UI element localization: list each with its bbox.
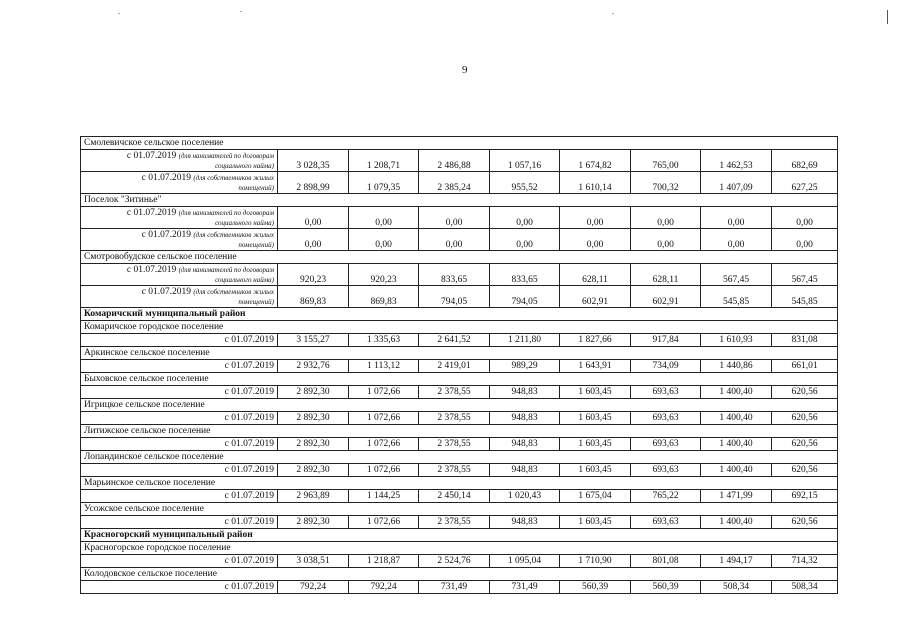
row-label: с 01.07.2019 [81,334,278,347]
table-cell: 1 400,40 [701,412,772,425]
settlement-name: Смолевичское сельское поселение [81,137,838,150]
table-cell: 628,11 [560,264,631,286]
table-cell: 620,56 [772,516,838,529]
settlement-header-row [81,503,838,516]
table-cell: 765,22 [631,490,701,503]
table-cell: 731,49 [490,581,560,594]
settlement-name: Усожское сельское поселение [81,503,838,516]
settlement-name: Красногорское городское поселение [81,542,838,555]
table-cell: 948,83 [490,438,560,451]
settlement-name: Марьинское сельское поселение [81,477,838,490]
table-cell: 567,45 [772,264,838,286]
table-cell: 693,63 [631,464,701,477]
row-label [81,172,278,194]
table-cell: 0,00 [701,229,772,251]
table-row [81,438,838,451]
table-cell: 869,83 [278,286,349,308]
settlement-name: Смотровобудское сельское поселение [81,251,838,264]
table-cell: 700,32 [631,172,701,194]
table-row [81,286,838,308]
table-row [81,172,838,194]
table-cell: 620,56 [772,464,838,477]
table-cell: 0,00 [701,207,772,229]
table-cell: 1 643,91 [560,360,631,373]
table-cell: 0,00 [631,207,701,229]
settlement-header-row [81,542,838,555]
row-note: (для собственников жилых [193,287,274,296]
settlement-header-row [81,425,838,438]
table-cell: 1 400,40 [701,464,772,477]
table-cell: 1 603,45 [560,412,631,425]
table-cell: 627,25 [772,172,838,194]
table-cell: 2 419,01 [419,360,490,373]
table-cell: 1 603,45 [560,438,631,451]
row-label [81,150,278,172]
row-date: с 01.07.2019 [141,229,191,240]
table-cell: 948,83 [490,386,560,399]
table-row [81,334,838,347]
district-name: Комаричский муниципальный район [81,308,838,321]
table-cell: 948,83 [490,516,560,529]
table-cell: 831,08 [772,334,838,347]
table-cell: 0,00 [490,207,560,229]
settlement-name: Поселок "Зитинье" [81,194,838,207]
table-cell: 1 335,63 [349,334,419,347]
settlement-header-row [81,477,838,490]
table-cell: 661,01 [772,360,838,373]
row-label: с 01.07.2019 [81,412,278,425]
table-cell: 2 378,55 [419,386,490,399]
table-cell: 794,05 [490,286,560,308]
row-note: помещений) [238,240,274,249]
row-label: с 01.07.2019 [81,581,278,594]
row-date: с 01.07.2019 [141,286,191,297]
table-cell: 920,23 [349,264,419,286]
table-cell: 2 641,52 [419,334,490,347]
district-header-row [81,308,838,321]
tariff-table [80,136,838,594]
settlement-header-row [81,321,838,334]
table-cell: 620,56 [772,386,838,399]
table-cell: 0,00 [772,207,838,229]
table-cell: 545,85 [772,286,838,308]
table-cell: 2 892,30 [278,516,349,529]
table-cell: 989,29 [490,360,560,373]
table-row [81,229,838,251]
table-cell: 1 603,45 [560,516,631,529]
table-cell: 1 072,66 [349,438,419,451]
settlement-name: Игрицкое сельское поселение [81,399,838,412]
row-label: с 01.07.2019 [81,438,278,451]
row-label: с 01.07.2019 [81,490,278,503]
table-cell: 2 378,55 [419,464,490,477]
table-cell: 1 400,40 [701,386,772,399]
table-cell: 1 471,99 [701,490,772,503]
table-cell: 1 020,43 [490,490,560,503]
table-cell: 2 963,89 [278,490,349,503]
table-cell: 682,69 [772,150,838,172]
row-note: помещений) [238,297,274,306]
row-note: (для собственников жилых [193,230,274,239]
table-cell: 1 400,40 [701,516,772,529]
table-cell: 0,00 [419,207,490,229]
table-cell: 1 400,40 [701,438,772,451]
row-date: с 01.07.2019 [141,172,191,183]
table-cell: 920,23 [278,264,349,286]
scan-mark [887,10,888,24]
table-cell: 0,00 [560,207,631,229]
table-cell: 833,65 [490,264,560,286]
table-cell: 1 710,90 [560,555,631,568]
district-name: Красногорский муниципальный район [81,529,838,542]
table-cell: 0,00 [631,229,701,251]
table-cell: 693,63 [631,386,701,399]
row-label: с 01.07.2019 [81,360,278,373]
table-cell: 2 486,88 [419,150,490,172]
settlement-header-row [81,137,838,150]
table-row [81,150,838,172]
table-cell: 3 038,51 [278,555,349,568]
table-cell: 1 113,12 [349,360,419,373]
table-row [81,581,838,594]
table-cell: 1 610,14 [560,172,631,194]
table-cell: 0,00 [560,229,631,251]
table-cell: 2 898,99 [278,172,349,194]
table-cell: 792,24 [278,581,349,594]
table-cell: 2 892,30 [278,464,349,477]
table-cell: 833,65 [419,264,490,286]
table-cell: 560,39 [631,581,701,594]
table-row [81,464,838,477]
table-cell: 620,56 [772,438,838,451]
row-note: (для нанимателей по договорам [178,265,274,274]
table-cell: 2 524,76 [419,555,490,568]
table-cell: 602,91 [631,286,701,308]
row-note: социального найма) [215,275,274,284]
row-label [81,286,278,308]
table-cell: 567,45 [701,264,772,286]
row-note: социального найма) [215,161,274,170]
table-cell: 1 211,80 [490,334,560,347]
table-cell: 765,00 [631,150,701,172]
table-cell: 869,83 [349,286,419,308]
table-cell: 1 072,66 [349,412,419,425]
table-cell: 2 450,14 [419,490,490,503]
row-label: с 01.07.2019 [81,555,278,568]
row-label [81,207,278,229]
table-cell: 545,85 [701,286,772,308]
row-label: с 01.07.2019 [81,464,278,477]
settlement-name: Аркинское сельское поселение [81,347,838,360]
table-cell: 693,63 [631,438,701,451]
row-note: социального найма) [215,218,274,227]
row-label [81,264,278,286]
settlement-header-row [81,194,838,207]
district-header-row [81,529,838,542]
table-cell: 2 378,55 [419,412,490,425]
settlement-name: Литижское сельское поселение [81,425,838,438]
table-cell: 2 892,30 [278,438,349,451]
table-cell: 508,34 [701,581,772,594]
table-cell: 2 932,76 [278,360,349,373]
table-cell: 1 407,09 [701,172,772,194]
table-row [81,555,838,568]
table-row [81,516,838,529]
table-cell: 794,05 [419,286,490,308]
table-cell: 2 378,55 [419,516,490,529]
row-date: с 01.07.2019 [126,150,177,161]
table-cell: 2 378,55 [419,438,490,451]
scan-speck [240,11,242,12]
row-note: помещений) [238,183,274,192]
settlement-name: Комаричское городское поселение [81,321,838,334]
table-row [81,412,838,425]
table-cell: 0,00 [349,229,419,251]
table-cell: 1 072,66 [349,516,419,529]
row-date: с 01.07.2019 [126,207,177,218]
settlement-header-row [81,251,838,264]
table-cell: 620,56 [772,412,838,425]
table-cell: 1 440,86 [701,360,772,373]
table-row [81,490,838,503]
row-label: с 01.07.2019 [81,386,278,399]
settlement-header-row [81,568,838,581]
table-row [81,386,838,399]
settlement-header-row [81,451,838,464]
row-note: (для нанимателей по договорам [178,208,274,217]
table-cell: 560,39 [560,581,631,594]
table-cell: 731,49 [419,581,490,594]
scan-speck [118,13,120,14]
table-cell: 1 144,25 [349,490,419,503]
table-cell: 628,11 [631,264,701,286]
table-cell: 508,34 [772,581,838,594]
table-cell: 1 675,04 [560,490,631,503]
table-cell: 1 674,82 [560,150,631,172]
row-note: (для нанимателей по договорам [178,151,274,160]
table-cell: 1 208,71 [349,150,419,172]
table-cell: 693,63 [631,412,701,425]
table-cell: 1 079,35 [349,172,419,194]
table-cell: 1 057,16 [490,150,560,172]
table-row [81,207,838,229]
row-note: (для собственников жилых [193,173,274,182]
table-cell: 1 827,66 [560,334,631,347]
table-cell: 3 028,35 [278,150,349,172]
table-cell: 2 892,30 [278,412,349,425]
tariff-table-body [81,137,838,594]
table-cell: 734,09 [631,360,701,373]
settlement-name: Лопандинское сельское поселение [81,451,838,464]
settlement-header-row [81,347,838,360]
table-cell: 1 218,87 [349,555,419,568]
scan-speck [612,13,614,14]
table-cell: 917,84 [631,334,701,347]
table-cell: 714,32 [772,555,838,568]
table-cell: 693,63 [631,516,701,529]
table-cell: 1 095,04 [490,555,560,568]
table-cell: 1 610,93 [701,334,772,347]
table-cell: 2 892,30 [278,386,349,399]
table-cell: 1 462,53 [701,150,772,172]
page-number: 9 [462,64,468,76]
table-cell: 692,15 [772,490,838,503]
table-cell: 0,00 [349,207,419,229]
settlement-header-row [81,373,838,386]
table-cell: 2 385,24 [419,172,490,194]
table-row [81,360,838,373]
table-cell: 792,24 [349,581,419,594]
table-cell: 3 155,27 [278,334,349,347]
table-cell: 1 603,45 [560,464,631,477]
table-cell: 0,00 [772,229,838,251]
table-cell: 948,83 [490,412,560,425]
table-cell: 955,52 [490,172,560,194]
table-cell: 801,08 [631,555,701,568]
row-label [81,229,278,251]
table-cell: 0,00 [278,207,349,229]
table-cell: 0,00 [278,229,349,251]
settlement-name: Быховское сельское поселение [81,373,838,386]
table-cell: 0,00 [490,229,560,251]
table-row [81,264,838,286]
settlement-header-row [81,399,838,412]
table-cell: 1 494,17 [701,555,772,568]
row-date: с 01.07.2019 [126,264,177,275]
settlement-name: Колодовское сельское поселение [81,568,838,581]
table-cell: 1 072,66 [349,386,419,399]
table-cell: 948,83 [490,464,560,477]
table-cell: 602,91 [560,286,631,308]
row-label: с 01.07.2019 [81,516,278,529]
table-cell: 1 072,66 [349,464,419,477]
table-cell: 0,00 [419,229,490,251]
table-cell: 1 603,45 [560,386,631,399]
